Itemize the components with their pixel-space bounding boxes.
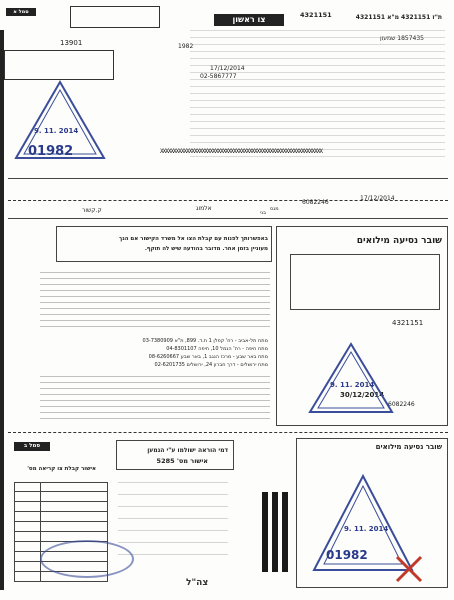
top-left-box: [70, 6, 160, 28]
lower-paragraph: [40, 376, 270, 424]
stamp-code-top: 01982: [28, 144, 74, 159]
left-info-box: [4, 50, 114, 80]
doc-number: 13901: [60, 39, 83, 47]
ticket-num: 6082246: [388, 401, 415, 408]
stamp-date-bottom: 9. 11. 2014: [344, 525, 389, 533]
stamp-triangle-icon: [306, 340, 396, 416]
notice-line-2: מעוניין בזמן אחר. מדובר בהודעה שיש לה תוקף.: [144, 246, 268, 252]
mid-label2: מגס: [270, 206, 279, 212]
id-number: 4321151: [300, 11, 332, 19]
mid-date: 17/12/2014: [360, 195, 395, 202]
divider-2: [8, 218, 448, 219]
top-right-note: ת"ז 4321151 מ"א 4321151: [355, 14, 442, 21]
ticket-inner-box: [290, 254, 440, 310]
bar-1: [262, 492, 268, 572]
section-b-label: סמל ב: [14, 442, 50, 451]
terms-paragraph: [40, 272, 270, 332]
address-line-2: מתח חיפה - רח' הנמל 10, חיפה 04-8301107: [166, 346, 268, 352]
address-line-1: מתח תל-אביב - רח' קפלן 1 ת.ד. 899, ת"א 03-7380909: [142, 338, 268, 344]
notice-box: [56, 226, 272, 262]
left-vertical-strip: [0, 30, 4, 590]
bar-2: [272, 492, 278, 572]
mid-label1: בני: [260, 210, 267, 216]
stamp-date-mid: 9. 11. 2014: [330, 381, 375, 389]
address-line-4: מתח ירושלים - דרך חברון 24, ירושלים 02-6201735: [154, 362, 268, 368]
x-mark-icon: [394, 554, 424, 584]
xxx-line: XXXXXXXXXXXXXXXXXXXXXXXXXXXXXXXXXXXXXXXXXXXXXXXXXXXXXXXXXXXXXX: [160, 148, 322, 155]
receipt-table-col: [40, 482, 41, 582]
red-x-mark: [394, 554, 424, 584]
section-a-label: סמל א: [6, 8, 36, 16]
payment-title: דמי הוראה ישולמו ע"י הנמען: [147, 447, 228, 454]
payment-box: [116, 440, 234, 470]
mid-name1: אלמוג: [196, 205, 212, 212]
ticket-id: 4321151: [392, 319, 424, 327]
barcode-bars: [262, 492, 288, 572]
notice-line-1: באפשרותך לפנות עם קבלת הצו אל משרד הקישור אם הנך: [119, 236, 268, 242]
mid-num: 6082246: [302, 199, 329, 206]
stamp-date-top: 9. 11. 2014: [34, 127, 79, 135]
stamp-triangle-mid: [306, 340, 396, 416]
ticket-title-bottom: שובר נסיעה מילואים: [375, 443, 442, 451]
name-line: 1857435 שמעון: [380, 35, 424, 42]
mid-name2: ק.קשור: [82, 207, 102, 214]
stamp-oval-bottom-left: [40, 540, 134, 578]
receipt-title: אישור קבלת צו קריאה מס': [27, 466, 96, 472]
bar-3: [282, 492, 288, 572]
payment-permit: אישור מס' 5285: [156, 457, 208, 465]
birth-year: 1982: [178, 43, 194, 50]
dashed-cut-2: [8, 432, 448, 433]
date-1: 17/12/2014: [210, 65, 245, 72]
body-text-block: [190, 30, 445, 160]
postal-address-block: [118, 482, 228, 562]
divider-1: [8, 178, 448, 179]
zahal-caption: צה"ל: [186, 578, 209, 588]
phone-number: 02-5867777: [200, 73, 237, 80]
stamp-code-bottom: 01982: [326, 548, 368, 562]
ticket-date: 30/12/2014: [340, 391, 385, 399]
form-title: צו ראשון: [214, 14, 284, 26]
ticket-title-top: שובר נסיעה מילואים: [356, 236, 442, 246]
address-line-3: מתח באר שבע - מרכז הנגב 1, באר שבע 08-6260667: [148, 354, 268, 360]
